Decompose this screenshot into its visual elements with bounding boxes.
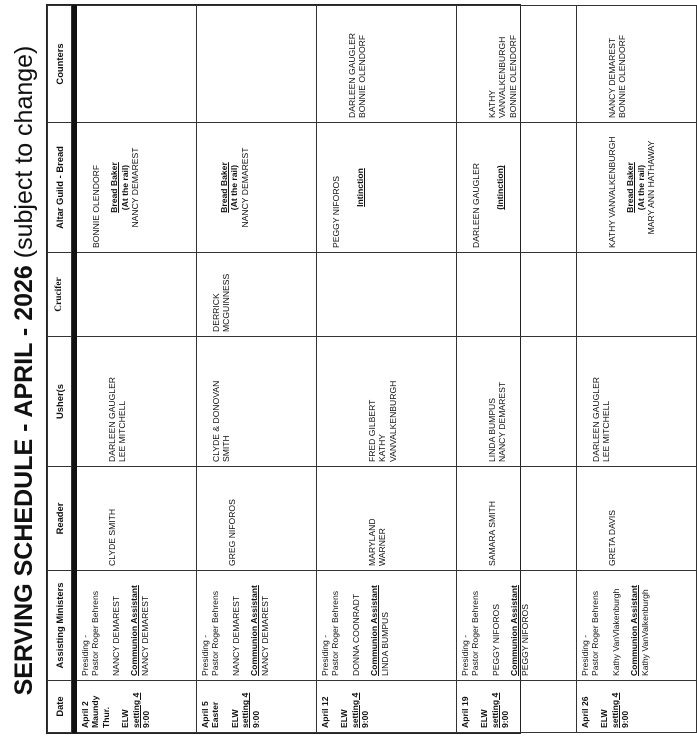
ministers-cell	[77, 571, 197, 681]
communion-assistant-name: NANCY DEMAREST	[139, 595, 150, 676]
pastor-name: Pastor Roger Behrens	[590, 590, 601, 676]
date-cell	[317, 681, 457, 733]
date-cell	[457, 681, 577, 733]
header-row	[48, 6, 72, 733]
communion-assistant-label: Communion Assistant	[629, 585, 640, 676]
usher-name: LEE MITCHELL	[601, 400, 612, 462]
crucifer-cell	[197, 253, 317, 337]
ushers-cell	[457, 337, 577, 467]
elw-label: ELW	[479, 709, 490, 728]
schedule-row	[457, 6, 577, 733]
spacer	[601, 575, 611, 676]
date-text: Easter	[210, 701, 221, 728]
usher-name: FRED GILBERT	[367, 399, 377, 462]
spacer	[341, 575, 351, 676]
pastor-name: Pastor Roger Behrens	[330, 590, 341, 676]
elw-label: ELW	[339, 709, 350, 728]
header-ministers: Assisting Ministers	[48, 571, 72, 681]
pastor-name: Pastor Roger Behrens	[210, 590, 221, 676]
presiding-label: Presiding -	[80, 634, 90, 676]
spacer	[221, 575, 231, 676]
intinction-label: (Intinction)	[495, 165, 506, 210]
counters-cell	[577, 6, 697, 123]
setting-label: setting 4	[609, 692, 620, 728]
setting-label: setting 4	[489, 692, 500, 728]
altar-guild-name: PEGGY NIFOROS	[331, 176, 341, 248]
counter-name: DARLEEN GAUGLER	[347, 32, 357, 118]
counters-cell	[197, 6, 317, 123]
assisting-minister-name: NANCY DEMAREST	[110, 595, 121, 676]
service-time: 9:00	[620, 710, 631, 728]
at-the-rail-label: (At the rail)	[119, 164, 130, 211]
schedule-rows	[77, 6, 697, 733]
counters-cell	[77, 6, 197, 123]
crucifer-name: DERRICK	[211, 293, 221, 332]
ushers-cell	[77, 337, 197, 467]
reader-cell	[197, 467, 317, 571]
usher-name: VANVALKENBURGH	[387, 380, 398, 462]
counter-name: NANCY DEMAREST	[607, 37, 617, 118]
counter-name: BONNIE OLENDORF	[617, 34, 628, 118]
at-the-rail-label: (At the rail)	[229, 164, 240, 211]
reader-name: GRETA DAVIS	[607, 509, 617, 566]
service-time: 9:00	[250, 710, 261, 728]
bread-baker-name: MARY ANN HATHAWAY	[646, 140, 657, 235]
usher-name: KATHY	[377, 433, 388, 462]
communion-assistant-label: Communion Assistant	[129, 585, 140, 676]
altar-guild-cell	[317, 123, 457, 253]
reader-name: SAMARA SMITH	[487, 501, 497, 566]
altar-guild-name: BONNIE OLENDORF	[91, 164, 101, 248]
crucifer-cell	[317, 253, 457, 337]
header-reader: Reader	[48, 467, 72, 571]
ministers-cell	[577, 571, 697, 681]
spacer	[101, 575, 111, 676]
schedule-row	[197, 6, 317, 733]
counter-name: BONNIE OLENDORF	[507, 34, 518, 118]
assisting-minister-name: NANCY DEMAREST	[230, 595, 241, 676]
schedule-row	[77, 6, 197, 733]
counter-name: VANVALKENBURGH	[497, 36, 508, 118]
usher-name: DARLEEN GAUGLER	[107, 376, 117, 462]
usher-name: SMITH	[221, 435, 232, 462]
crucifer-cell	[77, 253, 197, 337]
presiding-label: Presiding -	[200, 634, 210, 676]
setting-label: setting 4	[349, 692, 360, 728]
title-main: SERVING SCHEDULE - APRIL - 2026	[10, 265, 38, 696]
usher-name: LEE MITCHELL	[117, 400, 128, 462]
date-text: April 26	[580, 696, 590, 728]
ushers-cell	[577, 337, 697, 467]
communion-assistant-label: Communion Assistant	[369, 585, 380, 676]
communion-assistant-name: PEGGY NIFOROS	[519, 604, 530, 676]
header-date: Date	[48, 681, 72, 733]
page-title	[4, 0, 44, 741]
presiding-label: Presiding -	[320, 634, 330, 676]
communion-assistant-label: Communion Assistant	[249, 585, 260, 676]
usher-name: CLYDE & DONOVAN	[211, 380, 221, 462]
ministers-cell	[457, 571, 577, 681]
reader-name: CLYDE SMITH	[107, 508, 117, 566]
reader-cell	[317, 467, 457, 571]
date-cell	[197, 681, 317, 733]
communion-assistant-name: LINDA BUMPUS	[379, 612, 390, 676]
date-cell	[577, 681, 697, 733]
altar-guild-cell	[457, 123, 577, 253]
counters-cell	[317, 6, 457, 123]
crucifer-cell	[577, 253, 697, 337]
reader-cell	[577, 467, 697, 571]
bread-baker-label: Bread Baker	[219, 162, 229, 213]
communion-assistant-label: Communion Assistant	[509, 585, 520, 676]
reader-cell	[457, 467, 577, 571]
altar-guild-cell	[77, 123, 197, 253]
schedule-row	[577, 6, 697, 733]
header-altar: Altar Guild - Bread	[48, 123, 72, 253]
ministers-cell	[317, 571, 457, 681]
bread-baker-name: NANCY DEMAREST	[130, 147, 141, 228]
crucifer-cell	[457, 253, 577, 337]
reader-name: WARNER	[377, 528, 388, 566]
header-crucifer: Crucifer	[48, 253, 72, 337]
altar-guild-name: KATHY VANVALKENBURGH	[607, 136, 617, 248]
bread-baker-label: Bread Baker	[625, 162, 636, 213]
date-text: April 19	[460, 696, 470, 728]
assisting-minister-name: Kathy VanVlakenburgh	[610, 588, 621, 676]
date-text: Maundy	[90, 695, 101, 728]
header-ushers: Usher(s	[48, 337, 72, 467]
elw-label: ELW	[120, 709, 131, 728]
schedule-table	[47, 5, 697, 733]
bread-baker-label: Bread Baker	[109, 162, 120, 213]
date-text: April 5	[200, 701, 210, 728]
bread-baker-name: NANCY DEMAREST	[239, 147, 250, 228]
date-text: April 12	[320, 696, 330, 728]
elw-label: ELW	[599, 709, 610, 728]
altar-guild-name: DARLEEN GAUGLER	[471, 162, 481, 248]
counter-name: KATHY	[487, 89, 497, 118]
date-cell	[77, 681, 197, 733]
presiding-label: Presiding -	[580, 634, 590, 676]
counters-cell	[457, 6, 577, 123]
reader-cell	[77, 467, 197, 571]
date-text: April 2	[80, 701, 90, 728]
assisting-minister-name: PEGGY NIFOROS	[490, 604, 501, 676]
intinction-label: Intinction	[355, 168, 366, 207]
spacer	[481, 575, 491, 676]
reader-name: MARYLAND	[367, 518, 377, 566]
pastor-name: Pastor Roger Behrens	[470, 590, 481, 676]
elw-label: ELW	[229, 709, 240, 728]
header-counters: Counters	[48, 6, 72, 123]
schedule-row	[317, 6, 457, 733]
crucifer-name: MCGUINNESS	[221, 273, 232, 332]
at-the-rail-label: (At the rail)	[635, 164, 646, 211]
setting-label: setting 4	[240, 692, 251, 728]
assisting-minister-name: DONNA COONRADT	[350, 593, 361, 676]
ushers-cell	[317, 337, 457, 467]
schedule-table-wrapper	[46, 4, 657, 734]
communion-assistant-name: NANCY DEMAREST	[259, 595, 270, 676]
ushers-cell	[197, 337, 317, 467]
communion-assistant-name: Kathy VanValkenburgh	[639, 589, 650, 676]
date-text: Thur.	[100, 706, 111, 728]
pastor-name: Pastor Roger Behrens	[90, 590, 101, 676]
service-time: 9:00	[500, 710, 511, 728]
title-note: (subject to change)	[10, 45, 38, 259]
usher-name: LINDA BUMPUS	[487, 398, 497, 462]
counter-name: BONNIE OLENDORF	[357, 34, 368, 118]
setting-label: setting 4	[130, 692, 141, 728]
usher-name: DARLEEN GAUGLER	[591, 376, 601, 462]
service-time: 9:00	[141, 710, 152, 728]
reader-name: GREG NIFOROS	[227, 499, 237, 566]
ministers-cell	[197, 571, 317, 681]
usher-name: NANCY DEMAREST	[497, 381, 508, 462]
service-time: 9:00	[360, 710, 371, 728]
presiding-label: Presiding -	[460, 634, 470, 676]
altar-guild-cell	[577, 123, 697, 253]
altar-guild-cell	[197, 123, 317, 253]
